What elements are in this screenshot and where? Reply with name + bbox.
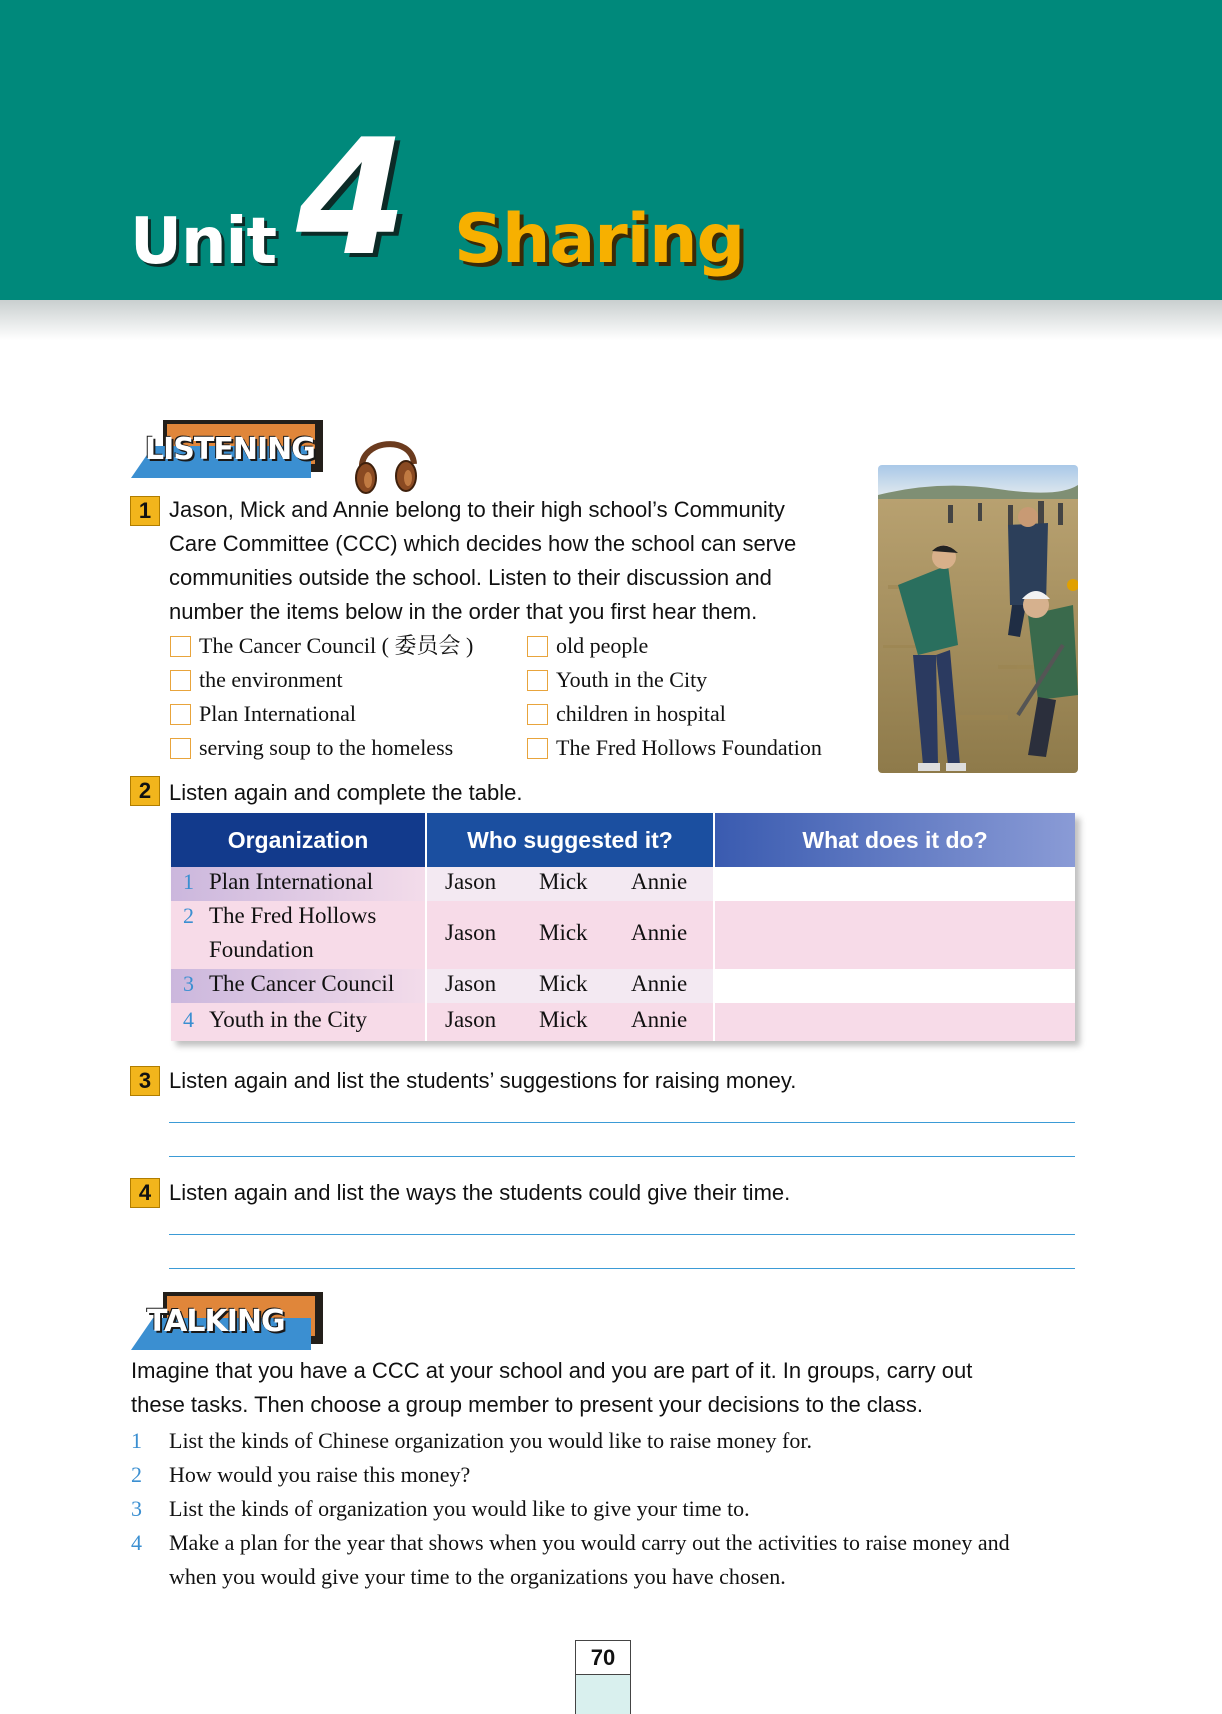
checkbox[interactable] — [527, 704, 548, 725]
task-2-number: 2 — [130, 776, 160, 806]
task-4-number: 4 — [130, 1178, 160, 1208]
table-row: 1 Plan International Jason Mick Annie — [171, 867, 1075, 901]
task-3-number: 3 — [130, 1066, 160, 1096]
talking-tag-label: TALKING — [147, 1304, 285, 1339]
header-who-suggested: Who suggested it? — [427, 813, 713, 867]
organization-table — [171, 813, 1075, 1041]
task-2-instructions: Listen again and complete the table. — [169, 780, 523, 805]
talking-intro: Imagine that you have a CCC at your school and you are part of it. In groups, carry out these tasks. Then choose a group member to present your decisions to the class. — [131, 1358, 973, 1417]
header-organization: Organization — [171, 813, 425, 867]
checkbox[interactable] — [170, 704, 191, 725]
checkbox[interactable] — [170, 670, 191, 691]
answer-line[interactable] — [169, 1122, 1075, 1123]
answer-line[interactable] — [169, 1234, 1075, 1235]
listening-tag-label: LISTENING — [145, 432, 315, 467]
answer-cell[interactable] — [715, 969, 1075, 1003]
listening-section-tag — [131, 420, 323, 478]
unit-word: Unit — [130, 205, 277, 279]
task-1-number: 1 — [130, 496, 160, 526]
answer-line[interactable] — [169, 1268, 1075, 1269]
table-row: 4 Youth in the City Jason Mick Annie — [171, 1003, 1075, 1041]
talking-section-tag — [131, 1292, 323, 1350]
tree-planting-photo — [878, 465, 1078, 773]
checkbox[interactable] — [170, 636, 191, 657]
answer-cell[interactable] — [715, 901, 1075, 969]
checkbox[interactable] — [527, 738, 548, 759]
page-number: 70 — [576, 1641, 630, 1675]
header-what-does-it-do: What does it do? — [715, 813, 1075, 867]
unit-title: Sharing — [454, 200, 745, 279]
checkbox[interactable] — [527, 636, 548, 657]
headphones-icon — [350, 428, 428, 498]
table-row: 3 The Cancer Council Jason Mick Annie — [171, 969, 1075, 1003]
page-number-box — [575, 1640, 631, 1714]
answer-cell[interactable] — [715, 1003, 1075, 1041]
task-4-instructions: Listen again and list the ways the students could give their time. — [169, 1180, 791, 1205]
answer-line[interactable] — [169, 1156, 1075, 1157]
checkbox[interactable] — [527, 670, 548, 691]
banner-shadow — [0, 300, 1222, 340]
answer-cell[interactable] — [715, 867, 1075, 901]
unit-number: 4 — [296, 104, 408, 291]
table-row: 2 The Fred Hollows Foundation Jason Mick Annie — [171, 901, 1075, 969]
task-3-instructions: Listen again and list the students’ suggestions for raising money. — [169, 1068, 797, 1093]
checkbox[interactable] — [170, 738, 191, 759]
